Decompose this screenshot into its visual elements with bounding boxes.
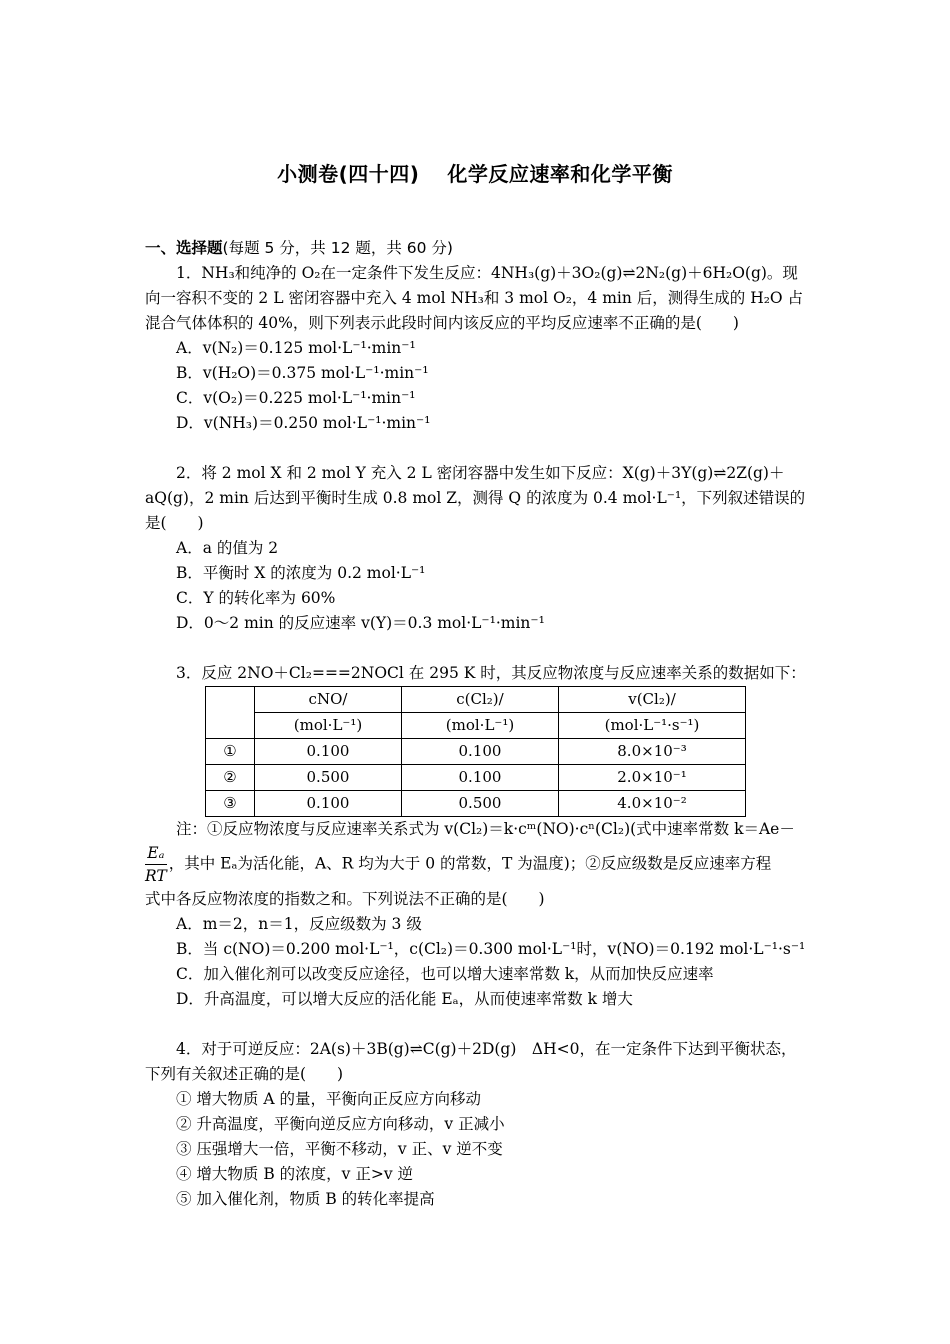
section-heading-label: 一、选择题 [145, 239, 223, 257]
table-header-cell: c(Cl₂)/ [402, 687, 559, 713]
question-4-item-2: ② 升高温度，平衡向逆反应方向移动，v 正减小 [176, 1115, 505, 1133]
page-title: 小测卷(四十四) 化学反应速率和化学平衡 [277, 162, 673, 186]
question-2-option-d: D．0～2 min 的反应速率 v(Y)＝0.3 mol·L⁻¹·min⁻¹ [176, 614, 545, 632]
fraction-denominator: RT [145, 867, 167, 885]
table-cell: 0.100 [402, 765, 559, 791]
question-1-option-b: B．v(H₂O)＝0.375 mol·L⁻¹·min⁻¹ [176, 364, 429, 382]
table-cell: 0.500 [255, 765, 402, 791]
question-4-line-2: 下列有关叙述正确的是( ) [145, 1065, 344, 1083]
table-cell: ② [206, 765, 255, 791]
table-cell: 2.0×10⁻¹ [559, 765, 746, 791]
question-1-option-c: C．v(O₂)＝0.225 mol·L⁻¹·min⁻¹ [176, 389, 416, 407]
question-3-note-text: ，其中 Eₐ为活化能，A、R 均为大于 0 的常数，T 为温度)；②反应级数是反应速率方程 [168, 854, 772, 873]
table-cell: ① [206, 739, 255, 765]
question-2-line-3: 是( ) [145, 514, 204, 532]
question-4-item-3: ③ 压强增大一倍，平衡不移动，v 正、v 逆不变 [176, 1140, 503, 1158]
question-2-line-2: aQ(g)，2 min 后达到平衡时生成 0.8 mol Z，测得 Q 的浓度为 0.4 mol·L⁻¹，下列叙述错误的 [145, 489, 806, 507]
table-row [206, 739, 746, 765]
question-2-line-1: 2．将 2 mol X 和 2 mol Y 充入 2 L 密闭容器中发生如下反应：X(g)＋3Y(g)⇌2Z(g)＋ [176, 464, 785, 482]
question-4-item-5: ⑤ 加入催化剂，物质 B 的转化率提高 [176, 1190, 435, 1208]
table-row [206, 791, 746, 817]
table-cell: 0.500 [402, 791, 559, 817]
question-4-item-4: ④ 增大物质 B 的浓度，v 正>v 逆 [176, 1165, 414, 1183]
fraction-numerator: Eₐ [145, 842, 167, 865]
question-2-option-a: A．a 的值为 2 [176, 539, 279, 557]
document-body [145, 236, 810, 1212]
section-heading-note: (每题 5 分，共 12 题，共 60 分) [222, 239, 453, 257]
question-3-note-line-3: 式中各反应物浓度的指数之和。下列说法不正确的是( ) [145, 890, 545, 908]
question-3-note-line-1: 注：①反应物浓度与反应速率关系式为 v(Cl₂)＝k·cᵐ(NO)·cⁿ(Cl₂)(式中速率常数 k＝Ae－ [176, 820, 795, 838]
table-cell: ③ [206, 791, 255, 817]
question-1-line-3: 混合气体体积的 40%，则下列表示此段时间内该反应的平均反应速率不正确的是( ) [145, 314, 739, 332]
table-header-cell: v(Cl₂)/ [559, 687, 746, 713]
question-3-note-line-2 [145, 842, 810, 887]
question-3-option-d: D．升高温度，可以增大反应的活化能 Eₐ，从而使速率常数 k 增大 [176, 990, 633, 1008]
table-cell: 0.100 [255, 739, 402, 765]
table-header-row [206, 713, 746, 739]
question-4-line-1: 4．对于可逆反应：2A(s)＋3B(g)⇌C(g)＋2D(g) ΔH<0，在一定条件下达到平衡状态， [176, 1040, 797, 1058]
table-cell: 0.100 [255, 791, 402, 817]
question-3-option-c: C．加入催化剂可以改变反应途径，也可以增大速率常数 k，从而加快反应速率 [176, 965, 714, 983]
table-header-cell: (mol·L⁻¹·s⁻¹) [559, 713, 746, 739]
activation-energy-fraction [145, 842, 167, 887]
table-cell: 4.0×10⁻² [559, 791, 746, 817]
table-header-cell [206, 687, 255, 739]
section-heading [145, 236, 810, 261]
table-header-cell: cNO/ [255, 687, 402, 713]
question-1-option-a: A．v(N₂)＝0.125 mol·L⁻¹·min⁻¹ [176, 339, 416, 357]
table-cell: 8.0×10⁻³ [559, 739, 746, 765]
question-2-option-c: C．Y 的转化率为 60% [176, 589, 336, 607]
table-header-row [206, 687, 746, 713]
question-1-option-d: D．v(NH₃)＝0.250 mol·L⁻¹·min⁻¹ [176, 414, 431, 432]
table-cell: 0.100 [402, 739, 559, 765]
table-row [206, 765, 746, 791]
table-header-cell: (mol·L⁻¹) [402, 713, 559, 739]
question-3-intro: 3．反应 2NO＋Cl₂===2NOCl 在 295 K 时，其反应物浓度与反应速率关系的数据如下： [176, 664, 806, 682]
question-3-option-b: B．当 c(NO)＝0.200 mol·L⁻¹，c(Cl₂)＝0.300 mol·L⁻¹时，v(NO)＝0.192 mol·L⁻¹·s⁻¹ [176, 940, 806, 958]
question-2-option-b: B．平衡时 X 的浓度为 0.2 mol·L⁻¹ [176, 564, 426, 582]
question-3-option-a: A．m＝2，n＝1，反应级数为 3 级 [176, 915, 422, 933]
table-header-cell: (mol·L⁻¹) [255, 713, 402, 739]
question-4-item-1: ① 增大物质 A 的量，平衡向正反应方向移动 [176, 1090, 481, 1108]
question-1-line-1: 1．NH₃和纯净的 O₂在一定条件下发生反应：4NH₃(g)＋3O₂(g)⇌2N₂(g)＋6H₂O(g)。现 [176, 264, 798, 282]
rate-data-table [205, 686, 746, 817]
question-1-line-2: 向一容积不变的 2 L 密闭容器中充入 4 mol NH₃和 3 mol O₂，4 min 后，测得生成的 H₂O 占 [145, 289, 804, 307]
